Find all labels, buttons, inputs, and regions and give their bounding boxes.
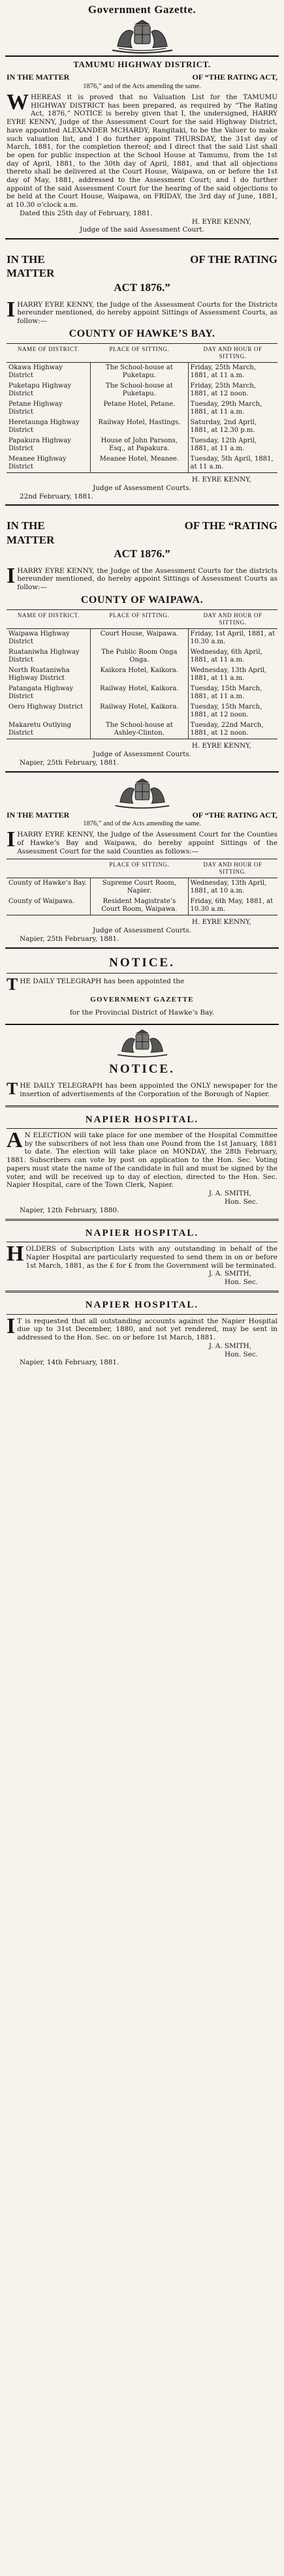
notice1-heading: NOTICE. [109, 955, 175, 970]
waipawa-dropcap: I [7, 563, 16, 588]
table-header: PLACE OF SITTING. [91, 859, 188, 878]
notice2-heading: NOTICE. [109, 1062, 175, 1076]
waipawa-matter-left: IN THE MATTER [7, 519, 55, 546]
place-cell: The School-house at Puketapu. [91, 381, 188, 399]
hospital-election-notice [0, 1114, 284, 1219]
place-cell: The School-house at Ashley-Clinton. [91, 720, 188, 739]
table-header: NAME OF DISTRICT. [7, 343, 91, 362]
place-cell: The Public Room Onga Onga. [91, 647, 188, 666]
time-cell: Wednesday, 6th April, 1881, at 11 a.m. [190, 648, 262, 664]
table-row [7, 647, 277, 666]
hospital2-body-text: OLDERS of Subscription Lists with any outstanding in behalf of the Napier Hospital are particularly requested to send them in on or before 1st March, 1881, as the £ for £ from the Government will be terminated. [25, 1245, 277, 1270]
counties-dropcap: I [7, 827, 16, 852]
place-cell: Railway Hotel, Kaikora. [91, 684, 188, 702]
district-cell: North Ruataniwha Highway District [7, 666, 91, 684]
notice2-body-text: HE DAILY TELEGRAPH has been appointed the ONLY newspaper for the insertion of advertisements of the Corporation of the Borough of Napier. [20, 1082, 277, 1098]
place-cell: Supreme Court Room, Napier. [91, 878, 188, 897]
masthead-title: Government Gazette. [87, 3, 197, 16]
hospital2-body [7, 1242, 277, 1270]
notice-gazette [0, 955, 284, 1024]
time-cell: Friday, 25th March, 1881, at 11 a.m. [190, 363, 257, 379]
hawkes-schedule-table [7, 343, 277, 473]
place-cell: Meanee Hotel, Meanee. [91, 454, 188, 473]
time-cell: Friday, 25th March, 1881, at 12 noon. [190, 382, 257, 397]
hospital2-dropcap: H [7, 1242, 24, 1266]
table-header: PLACE OF SITTING. [91, 343, 188, 362]
time-cell: Wednesday, 13th April, 1881, at 11 a.m. [190, 666, 267, 682]
tamumu-heading: TAMUMU HIGHWAY DISTRICT. [73, 59, 211, 70]
place-cell: Railway Hotel, Hastings. [91, 418, 188, 436]
waipawa-schedule-table [7, 609, 277, 739]
counties-schedule-table [7, 859, 277, 915]
crest-counties [0, 776, 284, 810]
hospital1-date: Napier, 12th February, 1880. [20, 1206, 119, 1214]
tamumu-matter-left: IN THE MATTER [7, 72, 70, 82]
hawkes-body-text: HARRY EYRE KENNY, the Judge of the Assessment Courts for the Districts hereunder mentioned, do hereby appoint Sittings of Assessment Courts, as follow:— [17, 300, 277, 325]
table-header: DAY AND HOUR OF SITTING. [188, 859, 277, 878]
notice1-line1: HE DAILY TELEGRAPH has been appointed the [20, 977, 185, 986]
place-cell: House of John Parsons, Esq., at Papakura. [91, 436, 188, 454]
district-cell: Papakura Highway District [7, 436, 91, 454]
table-header: DAY AND HOUR OF SITTING. [188, 343, 277, 362]
table-header: DAY AND HOUR OF SITTING. [188, 609, 277, 628]
district-cell: Ruataniwha Highway District [7, 647, 91, 666]
place-cell: Petane Hotel, Petane. [91, 399, 188, 418]
district-cell: Heretaunga Highway District [7, 418, 91, 436]
hospital-subscription-notice [0, 1227, 284, 1291]
hospital3-body [7, 1313, 277, 1342]
hospital3-sig-title: Hon. Sec. [224, 1350, 258, 1358]
waipawa-county: COUNTY OF WAIPAWA. [80, 594, 204, 606]
district-cell: Okawa Highway District [7, 362, 91, 381]
counties-sig-name: H. EYRE KENNY, [191, 917, 251, 926]
hawkes-matter-right: OF THE RATING [190, 253, 277, 266]
counties-act-line: 1876,” and of the Acts amending the same. [83, 820, 201, 828]
counties-sig-title: Judge of Assessment Courts. [93, 926, 191, 934]
notice1-gov: GOVERNMENT GAZETTE [90, 996, 194, 1004]
time-cell: Saturday, 2nd April, 1881, at 12.30 p.m. [190, 418, 257, 434]
royal-coat-of-arms-icon [106, 776, 178, 810]
hawkes-sig-name: H. EYRE KENNY, [191, 475, 251, 483]
waipawa-act-line: ACT 1876.” [114, 547, 170, 560]
county-cell: County of Hawke’s Bay. [7, 878, 91, 897]
table-row [7, 897, 277, 915]
district-cell: Waipawa Highway District [7, 628, 91, 647]
hawkes-dropcap: I [7, 297, 16, 322]
hospital3-date: Napier, 14th February, 1881. [20, 1358, 119, 1367]
time-cell: Tuesday, 15th March, 1881, at 12 noon. [190, 703, 262, 718]
notice1-dropcap: T [7, 975, 18, 994]
hospital3-sig-name: J. A. SMITH, [208, 1342, 251, 1350]
time-cell: Tuesday, 29th March, 1881, at 11 a.m. [190, 400, 262, 416]
counties-matter-left: IN THE MATTER [7, 810, 70, 820]
time-cell: Friday, 6th May, 1881, at 10.30 a.m. [188, 897, 277, 915]
time-cell: Wednesday, 13th April, 1881, at 10 a.m. [190, 879, 267, 895]
tamumu-sig-name: H. EYRE KENNY, [191, 217, 251, 226]
table-header [7, 859, 91, 878]
table-row [7, 399, 277, 418]
royal-coat-of-arms-icon [103, 18, 181, 55]
tamumu-matter-right: OF “THE RATING ACT, [192, 72, 277, 82]
time-cell: Tuesday, 22nd March, 1881, at 12 noon. [188, 720, 277, 739]
time-cell: Tuesday, 5th April, 1881, at 11 a.m. [188, 454, 277, 473]
table-row [7, 418, 277, 436]
hospital1-dropcap: A [7, 1128, 23, 1153]
hospital3-dropcap: I [7, 1313, 16, 1338]
hospital2-sig-title: Hon. Sec. [224, 1278, 258, 1287]
place-cell: Kaikora Hotel, Kaikora. [91, 666, 188, 684]
hawkes-date: 22nd February, 1881. [20, 492, 93, 500]
time-cell: Tuesday, 12th April, 1881, at 11 a.m. [190, 437, 257, 452]
time-cell: Tuesday, 15th March, 1881, at 11 a.m. [190, 684, 262, 700]
hospital1-heading: NAPIER HOSPITAL. [85, 1114, 199, 1125]
waipawa-sig-title: Judge of Assessment Courts. [93, 750, 191, 758]
waipawa-matter-right: OF THE “RATING [184, 519, 277, 532]
tamumu-dropcap: W [7, 90, 29, 115]
table-row [7, 436, 277, 454]
table-row [7, 720, 277, 739]
waipawa-body-text: HARRY EYRE KENNY, the Judge of the Assessment Courts for the districts hereunder mentioned, do hereby appoint Sittings of Assessment Courts as follow:— [17, 566, 277, 592]
notice1-line2: for the Provincial District of Hawke’s Bay. [69, 1008, 215, 1017]
hawkes-act-line: ACT 1876.” [114, 281, 170, 294]
place-cell: Railway Hotel, Kaikora. [91, 702, 188, 720]
hospital-accounts-notice [0, 1299, 284, 1367]
district-cell: Meanee Highway District [7, 454, 91, 473]
table-row [7, 878, 277, 897]
counties-body-text: HARRY EYRE KENNY, the Judge of the Assessment Court for the Counties of Hawke’s Bay and Waipawa, do hereby appoint Sittings of the Assessment Court for the said Counties as follows:— [17, 831, 277, 855]
table-row [7, 454, 277, 473]
place-cell: Resident Magistrate’s Court Room, Waipawa. [91, 897, 188, 915]
tamumu-sig-title: Judge of the said Assessment Court. [80, 226, 204, 234]
crest-top [0, 18, 284, 55]
time-cell: Friday, 1st April, 1881, at 10.30 a.m. [190, 630, 276, 645]
table-row [7, 666, 277, 684]
notice1-body [7, 975, 277, 994]
hospital1-sig-name: J. A. SMITH, [208, 1189, 251, 1197]
table-row [7, 684, 277, 702]
waipawa-date: Napier, 25th February, 1881. [20, 758, 119, 767]
notice-borough [0, 1062, 284, 1105]
place-cell: The School-house at Puketapu. [91, 362, 188, 381]
tamumu-body [7, 90, 277, 209]
hawkes-county: COUNTY OF HAWKE’S BAY. [69, 328, 215, 339]
hawkes-matter-left: IN THE MATTER [7, 253, 55, 280]
hawkes-notice [0, 253, 284, 504]
tamumu-act-line: 1876,” and of the Acts amending the same. [83, 83, 201, 91]
waipawa-sig-name: H. EYRE KENNY, [191, 741, 251, 750]
tamumu-date: Dated this 25th day of February, 1881. [20, 209, 153, 217]
hawkes-sig-title: Judge of Assessment Courts. [93, 483, 191, 492]
counties-body [7, 827, 277, 855]
crest-notice [0, 1028, 284, 1059]
place-cell: Court House, Waipawa. [91, 628, 188, 647]
notice2-dropcap: T [7, 1079, 18, 1099]
royal-coat-of-arms-icon [110, 1028, 175, 1059]
district-cell: Makaretu Outlying District [7, 720, 91, 739]
hospital1-body [7, 1128, 277, 1189]
counties-matter-right: OF “THE RATING ACT, [192, 810, 277, 820]
district-cell: Petane Highway District [7, 399, 91, 418]
hospital1-sig-title: Hon. Sec. [224, 1197, 258, 1206]
notice2-body [7, 1079, 277, 1099]
counties-date: Napier, 25th February, 1881. [20, 934, 119, 943]
table-row [7, 381, 277, 399]
table-row [7, 628, 277, 647]
waipawa-body [7, 563, 277, 592]
hospital1-body-text: N ELECTION will take place for one member of the Hospital Committee by the subscribers of not less than one Pound from the 1st January, 1881 to date. The election will take place on MONDAY, the 28th February, 1881. Subscribers can vote by post on application to the Hon. Sec. Voting papers must state the name of the candidate in full and must be signed by the voter, and will be received up to day of election, directed to the Hon. Sec. Napier Hospital, care of the Town Clerk, Napier. [7, 1131, 277, 1189]
hospital3-body-text: T is requested that all outstanding accounts against the Napier Hospital due up to 31st December, 1880, and not yet rendered, may be sent in addressed to the Hon. Sec. on or before 1st March, 1881. [17, 1317, 277, 1342]
table-header: NAME OF DISTRICT. [7, 609, 91, 628]
hospital2-heading: NAPIER HOSPITAL. [85, 1227, 199, 1238]
table-row [7, 362, 277, 381]
hospital3-heading: NAPIER HOSPITAL. [85, 1300, 199, 1311]
table-header: PLACE OF SITTING. [91, 609, 188, 628]
county-cell: County of Waipawa. [7, 897, 91, 915]
district-cell: Patangata Highway District [7, 684, 91, 702]
waipawa-notice [0, 519, 284, 771]
counties-notice [0, 810, 284, 947]
district-cell: Oero Highway District [7, 702, 91, 720]
table-row [7, 702, 277, 720]
tamumu-notice [0, 57, 284, 238]
hawkes-body [7, 297, 277, 326]
district-cell: Puketapu Highway District [7, 381, 91, 399]
hospital2-sig-name: J. A. SMITH, [208, 1270, 251, 1278]
tamumu-body-text: HEREAS it is proved that no Valuation List for the TAMUMU HIGHWAY DISTRICT has been prepared, as required by “The Rating Act, 1876,” NOTICE is hereby given that I, the undersigned, HARRY EYRE KENNY, Judge of the Assessment Court for the said Highway District, have appointed ALEXANDER MCHARDY, Rangitaki, to be the Valuer to make such valuation list, and I do further appoint THURSDAY, the 31st day of March, 1881, for the completion thereof; and I direct that the said List shall be open for public inspection at the School House at Tamumu, from the 1st day of April, 1881, to the 30th day of April, 1881, and that all objections thereto shall be delivered at the Court House, Waipawa, on or before the 1st day of May, 1881, addressed to the Assessment Court; and I do further appoint of the said Assessment Court for the hearing of the said objections to be held at the Court House, Waipawa, on FRIDAY, the 3rd day of June, 1881, at 10.30 o’clock a.m. [7, 93, 277, 209]
